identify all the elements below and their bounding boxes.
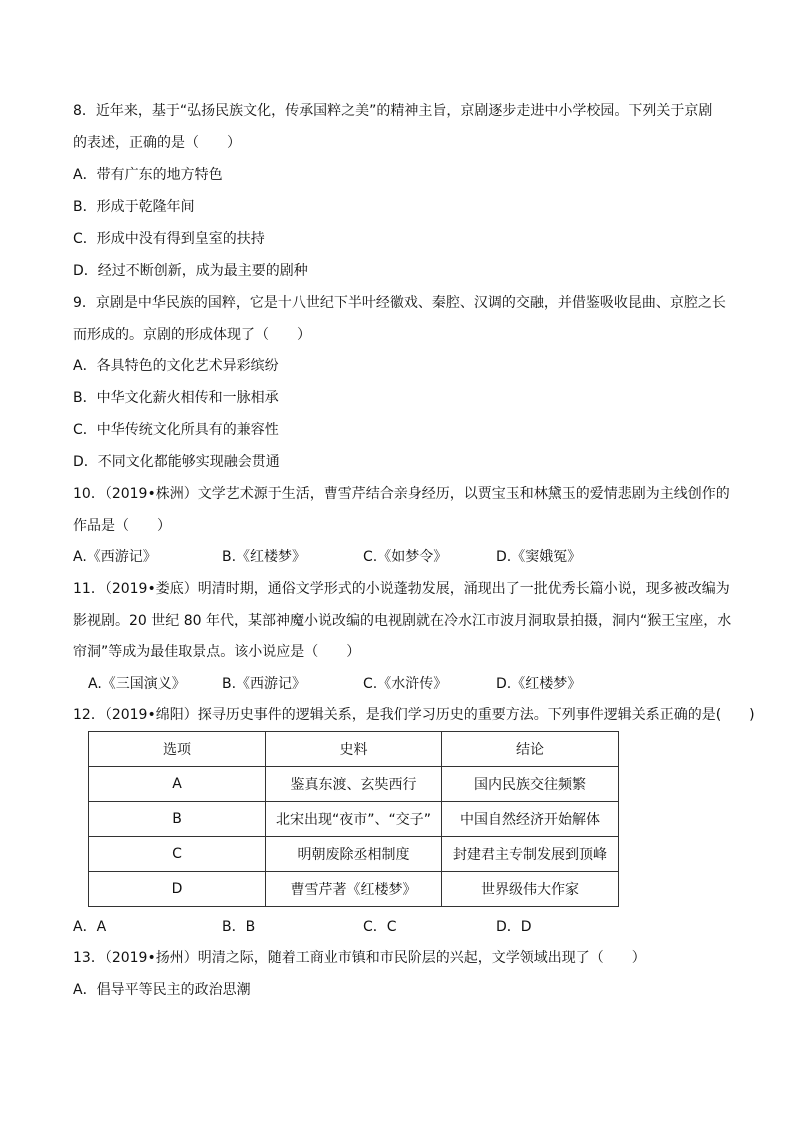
q8-stem-line2: 的表述，正确的是（ ） <box>73 135 241 151</box>
q13-stem-line1: 13．（2019•扬州）明清之际，随着工商业市镇和市民阶层的兴起，文学领域出现了（ ） <box>73 950 646 966</box>
q8-option-c: C．形成中没有得到皇室的扶持 <box>73 231 265 247</box>
table-header-cell: 选项 <box>89 732 266 767</box>
q12-option-d: D．D <box>496 919 532 935</box>
q11-option-a: A.《三国演义》 <box>88 676 186 692</box>
table-cell: 国内民族交往频繁 <box>442 767 619 802</box>
q9-stem-line1: 9．京剧是中华民族的国粹，它是十八世纪下半叶经徽戏、秦腔、汉调的交融，并借鉴吸收昆曲、京腔之长 <box>73 295 726 311</box>
q11-option-b: B.《西游记》 <box>222 676 307 692</box>
q10-stem-line2: 作品是（ ） <box>73 518 171 534</box>
table-header-row <box>89 732 619 767</box>
q13-option-a: A．倡导平等民主的政治思潮 <box>73 982 251 998</box>
q8-option-b: B．形成于乾隆年间 <box>73 199 195 215</box>
table-row <box>89 767 619 802</box>
q12-stem-line1: 12．（2019•绵阳）探寻历史事件的逻辑关系，是我们学习历史的重要方法。下列事件逻辑关系正确的是( ) <box>73 707 755 723</box>
table-cell: 中国自然经济开始解体 <box>442 802 619 837</box>
q9-option-d: D．不同文化都能够实现融会贯通 <box>73 454 280 470</box>
table-cell: 世界级伟大作家 <box>442 872 619 907</box>
table-header-cell: 结论 <box>442 732 619 767</box>
q8-option-a: A．带有广东的地方特色 <box>73 167 223 183</box>
q9-option-c: C．中华传统文化所具有的兼容性 <box>73 422 279 438</box>
q11-stem-line3: 帘洞”等成为最佳取景点。该小说应是（ ） <box>73 644 361 660</box>
q10-option-c: C.《如梦令》 <box>363 549 448 565</box>
table-cell: B <box>89 802 266 837</box>
q10-option-b: B.《红楼梦》 <box>222 549 307 565</box>
table-cell: D <box>89 872 266 907</box>
table-row <box>89 802 619 837</box>
q9-stem-line2: 而形成的。京剧的形成体现了（ ） <box>73 327 311 343</box>
table-header-cell: 史料 <box>266 732 442 767</box>
q12-table <box>88 731 619 907</box>
q10-option-d: D.《窦娥冤》 <box>496 549 582 565</box>
q11-stem-line2: 影视剧。20 世纪 80 年代，某部神魔小说改编的电视剧就在冷水江市波月洞取景拍摄，洞内“猴王宝座，水 <box>73 613 732 629</box>
table-cell: A <box>89 767 266 802</box>
q8-stem-line1: 8．近年来，基于“弘扬民族文化，传承国粹之美”的精神主旨，京剧逐步走进中小学校园。下列关于京剧 <box>73 103 713 119</box>
q10-stem-line1: 10．（2019•株洲）文学艺术源于生活，曹雪芹结合亲身经历，以贾宝玉和林黛玉的爱情悲剧为主线创作的 <box>73 486 730 502</box>
q12-option-b: B．B <box>222 919 256 935</box>
q11-option-d: D.《红楼梦》 <box>496 676 582 692</box>
q9-option-b: B．中华文化薪火相传和一脉相承 <box>73 390 279 406</box>
q8-option-d: D．经过不断创新，成为最主要的剧种 <box>73 263 308 279</box>
table-cell: 鉴真东渡、玄奘西行 <box>266 767 442 802</box>
table-cell: C <box>89 837 266 872</box>
q11-option-c: C.《水浒传》 <box>363 676 448 692</box>
q10-option-a: A.《西游记》 <box>73 549 157 565</box>
q9-option-a: A．各具特色的文化艺术异彩缤纷 <box>73 358 279 374</box>
table-cell: 明朝废除丞相制度 <box>266 837 442 872</box>
table-cell: 封建君主专制发展到顶峰 <box>442 837 619 872</box>
table-cell: 曹雪芹著《红楼梦》 <box>266 872 442 907</box>
q11-stem-line1: 11．（2019•娄底）明清时期，通俗文学形式的小说蓬勃发展，涌现出了一批优秀长篇小说，现多被改编为 <box>73 581 730 597</box>
table-row <box>89 872 619 907</box>
q12-option-a: A．A <box>73 919 107 935</box>
q12-option-c: C．C <box>363 919 397 935</box>
table-cell: 北宋出现“夜市”、“交子” <box>266 802 442 837</box>
table-row <box>89 837 619 872</box>
